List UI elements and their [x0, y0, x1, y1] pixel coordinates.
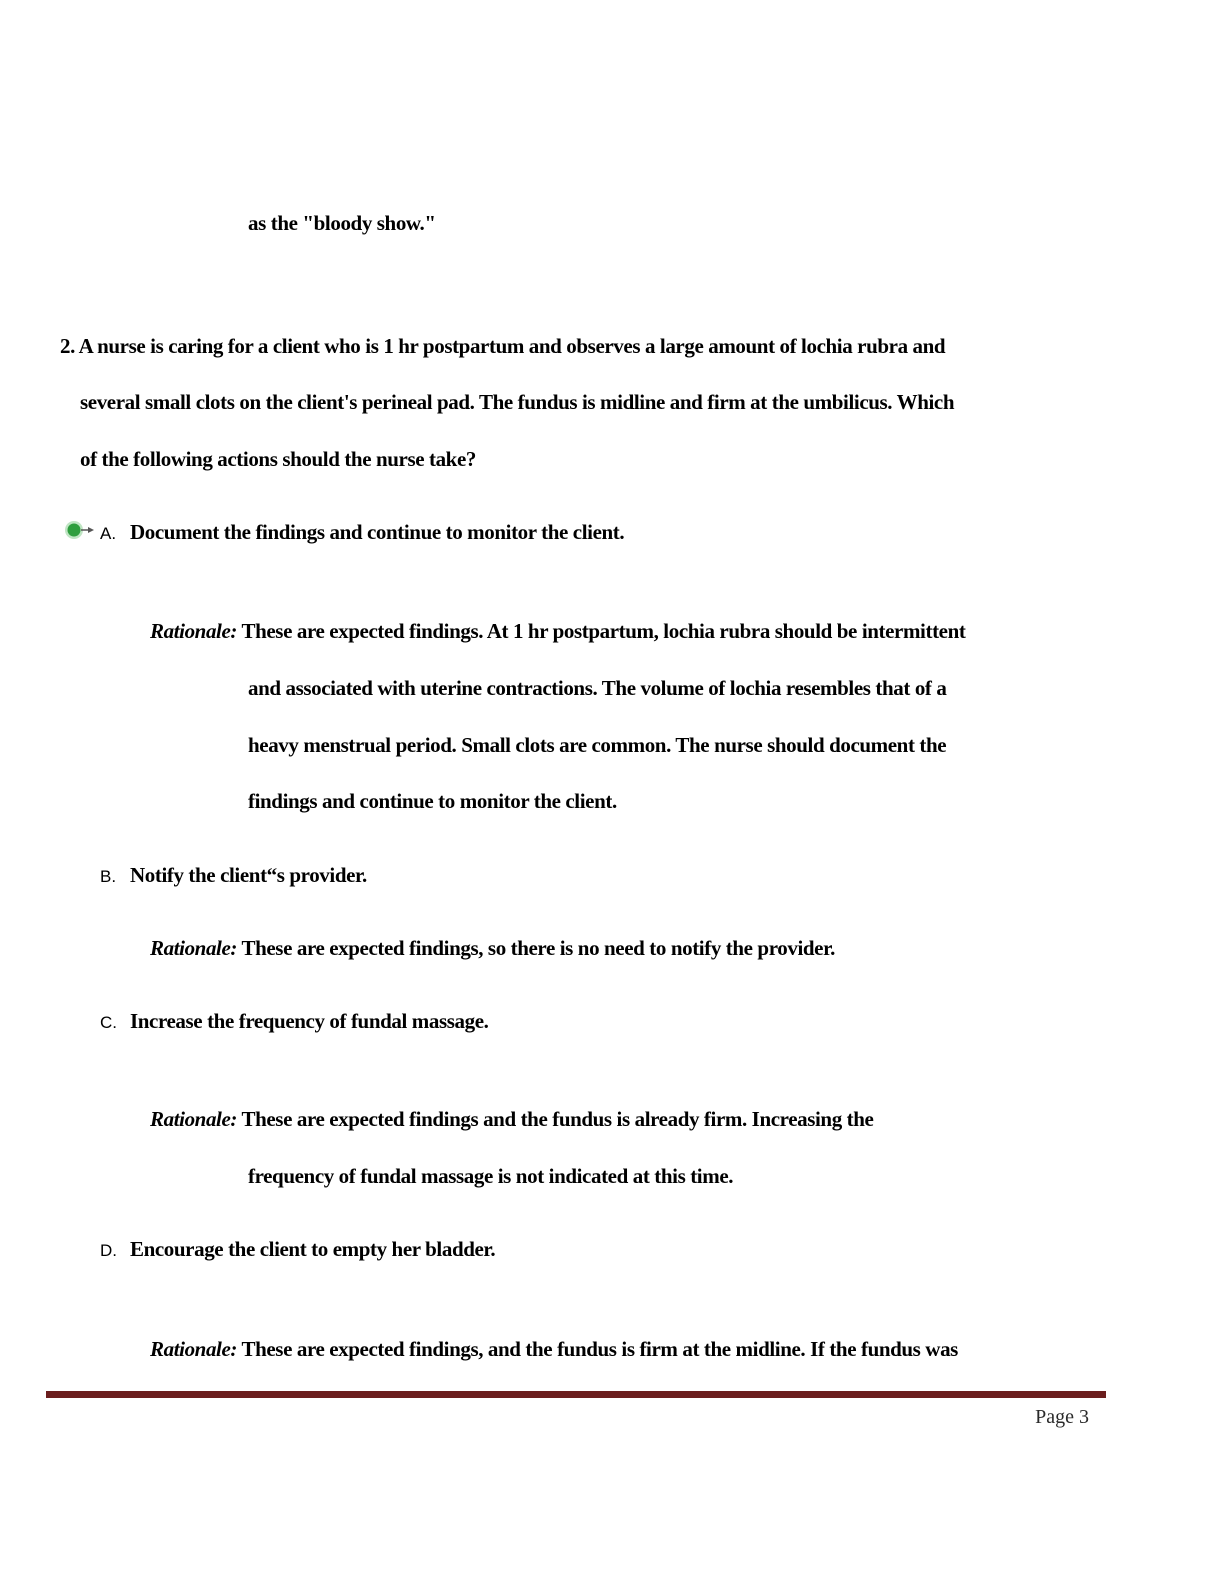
question-text-line-2: several small clots on the client's perineal pad. The fundus is midline and firm at the umbilicus. Which [80, 390, 955, 414]
option-a-rationale-line-4: findings and continue to monitor the client. [248, 789, 617, 813]
question-number: 2. [60, 334, 75, 358]
option-c-rationale-line-2: frequency of fundal massage is not indicated at this time. [248, 1164, 734, 1188]
question-line-1 [60, 336, 945, 357]
option-a-letter: A. [100, 524, 117, 543]
option-a-rationale-line-1 [150, 621, 965, 642]
option-a-rationale-line-3: heavy menstrual period. Small clots are common. The nurse should document the [248, 733, 947, 757]
option-c-text: Increase the frequency of fundal massage. [130, 1009, 489, 1033]
option-b-letter: B. [100, 867, 117, 886]
option-b-rationale-text: These are expected findings, so there is no need to notify the provider. [241, 936, 835, 960]
page-number: Page 3 [1035, 1406, 1089, 1428]
question-text-line-3: of the following actions should the nurse take? [80, 447, 476, 471]
rationale-label: Rationale: [150, 936, 238, 960]
option-c-letter: C. [100, 1013, 117, 1032]
option-a-rationale-text: These are expected findings. At 1 hr postpartum, lochia rubra should be intermittent [241, 619, 966, 643]
option-d-text: Encourage the client to empty her bladder. [130, 1237, 496, 1261]
footer-rule [46, 1391, 1106, 1398]
option-a-rationale-line-2: and associated with uterine contractions. The volume of lochia resembles that of a [248, 676, 947, 700]
rationale-label: Rationale: [150, 619, 238, 643]
rationale-label: Rationale: [150, 1337, 238, 1361]
option-c-rationale-text: These are expected findings and the fundus is already firm. Increasing the [241, 1107, 874, 1131]
option-b-text: Notify the client“s provider. [130, 863, 367, 887]
option-b-rationale-line-1 [150, 938, 835, 959]
question-text-line-1: A nurse is caring for a client who is 1 hr postpartum and observes a large amount of lochia rubra and [78, 334, 946, 358]
option-d-letter: D. [100, 1241, 117, 1260]
option-c-rationale-line-1 [150, 1109, 873, 1130]
continuation-text: as the "bloody show." [248, 211, 436, 235]
option-a-text: Document the findings and continue to monitor the client. [130, 520, 625, 544]
selected-answer-marker-icon [62, 519, 96, 541]
option-d-rationale-text: These are expected findings, and the fundus is firm at the midline. If the fundus was [241, 1337, 958, 1361]
option-d-rationale-line-1 [150, 1339, 958, 1360]
rationale-label: Rationale: [150, 1107, 238, 1131]
